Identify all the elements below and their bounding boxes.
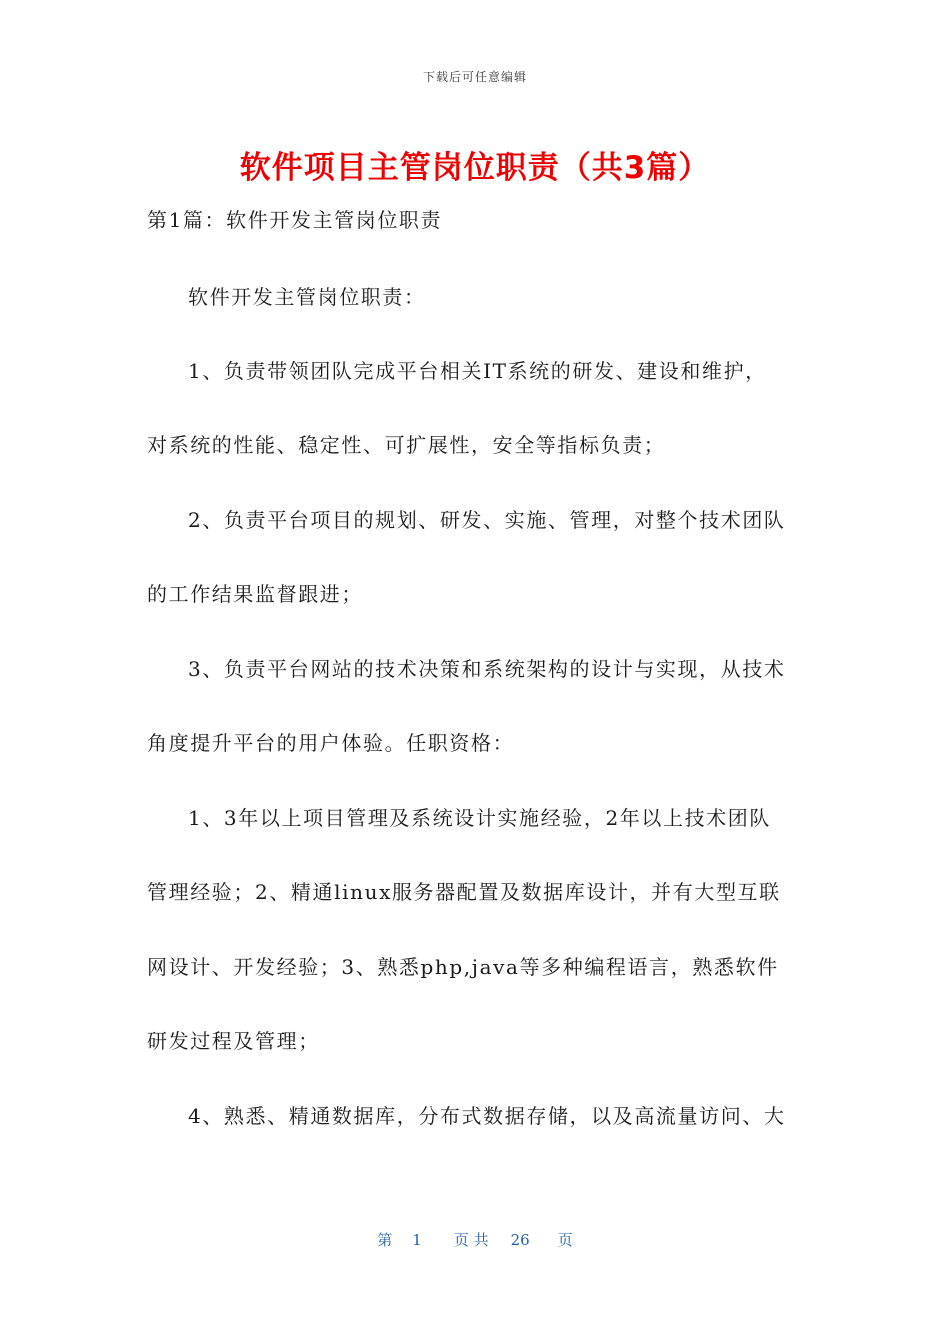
page-footer [0, 1229, 950, 1250]
paragraph-line: 研发过程及管理； [147, 1029, 320, 1053]
paragraph-line: 的工作结果监督跟进； [147, 582, 363, 606]
footer-suffix: 页 [557, 1231, 573, 1249]
footer-page-number: 1 [412, 1231, 422, 1249]
document-title: 软件项目主管岗位职责（共3篇） [239, 150, 711, 186]
paragraph-line: 软件开发主管岗位职责： [188, 285, 426, 309]
header-note: 下载后可任意编辑 [422, 70, 527, 84]
footer-middle: 页 共 [453, 1231, 489, 1249]
paragraph-line: 对系统的性能、稳定性、可扩展性，安全等指标负责； [147, 433, 666, 457]
paragraph-line: 网设计、开发经验；3、熟悉php,java等多种编程语言，熟悉软件 [147, 955, 779, 979]
paragraph-line: 4、熟悉、精通数据库，分布式数据存储，以及高流量访问、大 [188, 1104, 786, 1128]
paragraph-line: 3、负责平台网站的技术决策和系统架构的设计与实现，从技术 [188, 657, 786, 681]
paragraph-line: 管理经验；2、精通linux服务器配置及数据库设计，并有大型互联 [147, 880, 781, 904]
paragraph-line: 2、负责平台项目的规划、研发、实施、管理，对整个技术团队 [188, 508, 786, 532]
paragraph-line: 角度提升平台的用户体验。任职资格： [147, 731, 515, 755]
section-heading: 第1篇：软件开发主管岗位职责 [147, 208, 443, 232]
footer-total-pages: 26 [510, 1231, 530, 1249]
paragraph-line: 1、负责带领团队完成平台相关IT系统的研发、建设和维护， [188, 359, 767, 383]
footer-prefix: 第 [377, 1231, 393, 1249]
paragraph-line: 1、3年以上项目管理及系统设计实施经验，2年以上技术团队 [188, 806, 771, 830]
